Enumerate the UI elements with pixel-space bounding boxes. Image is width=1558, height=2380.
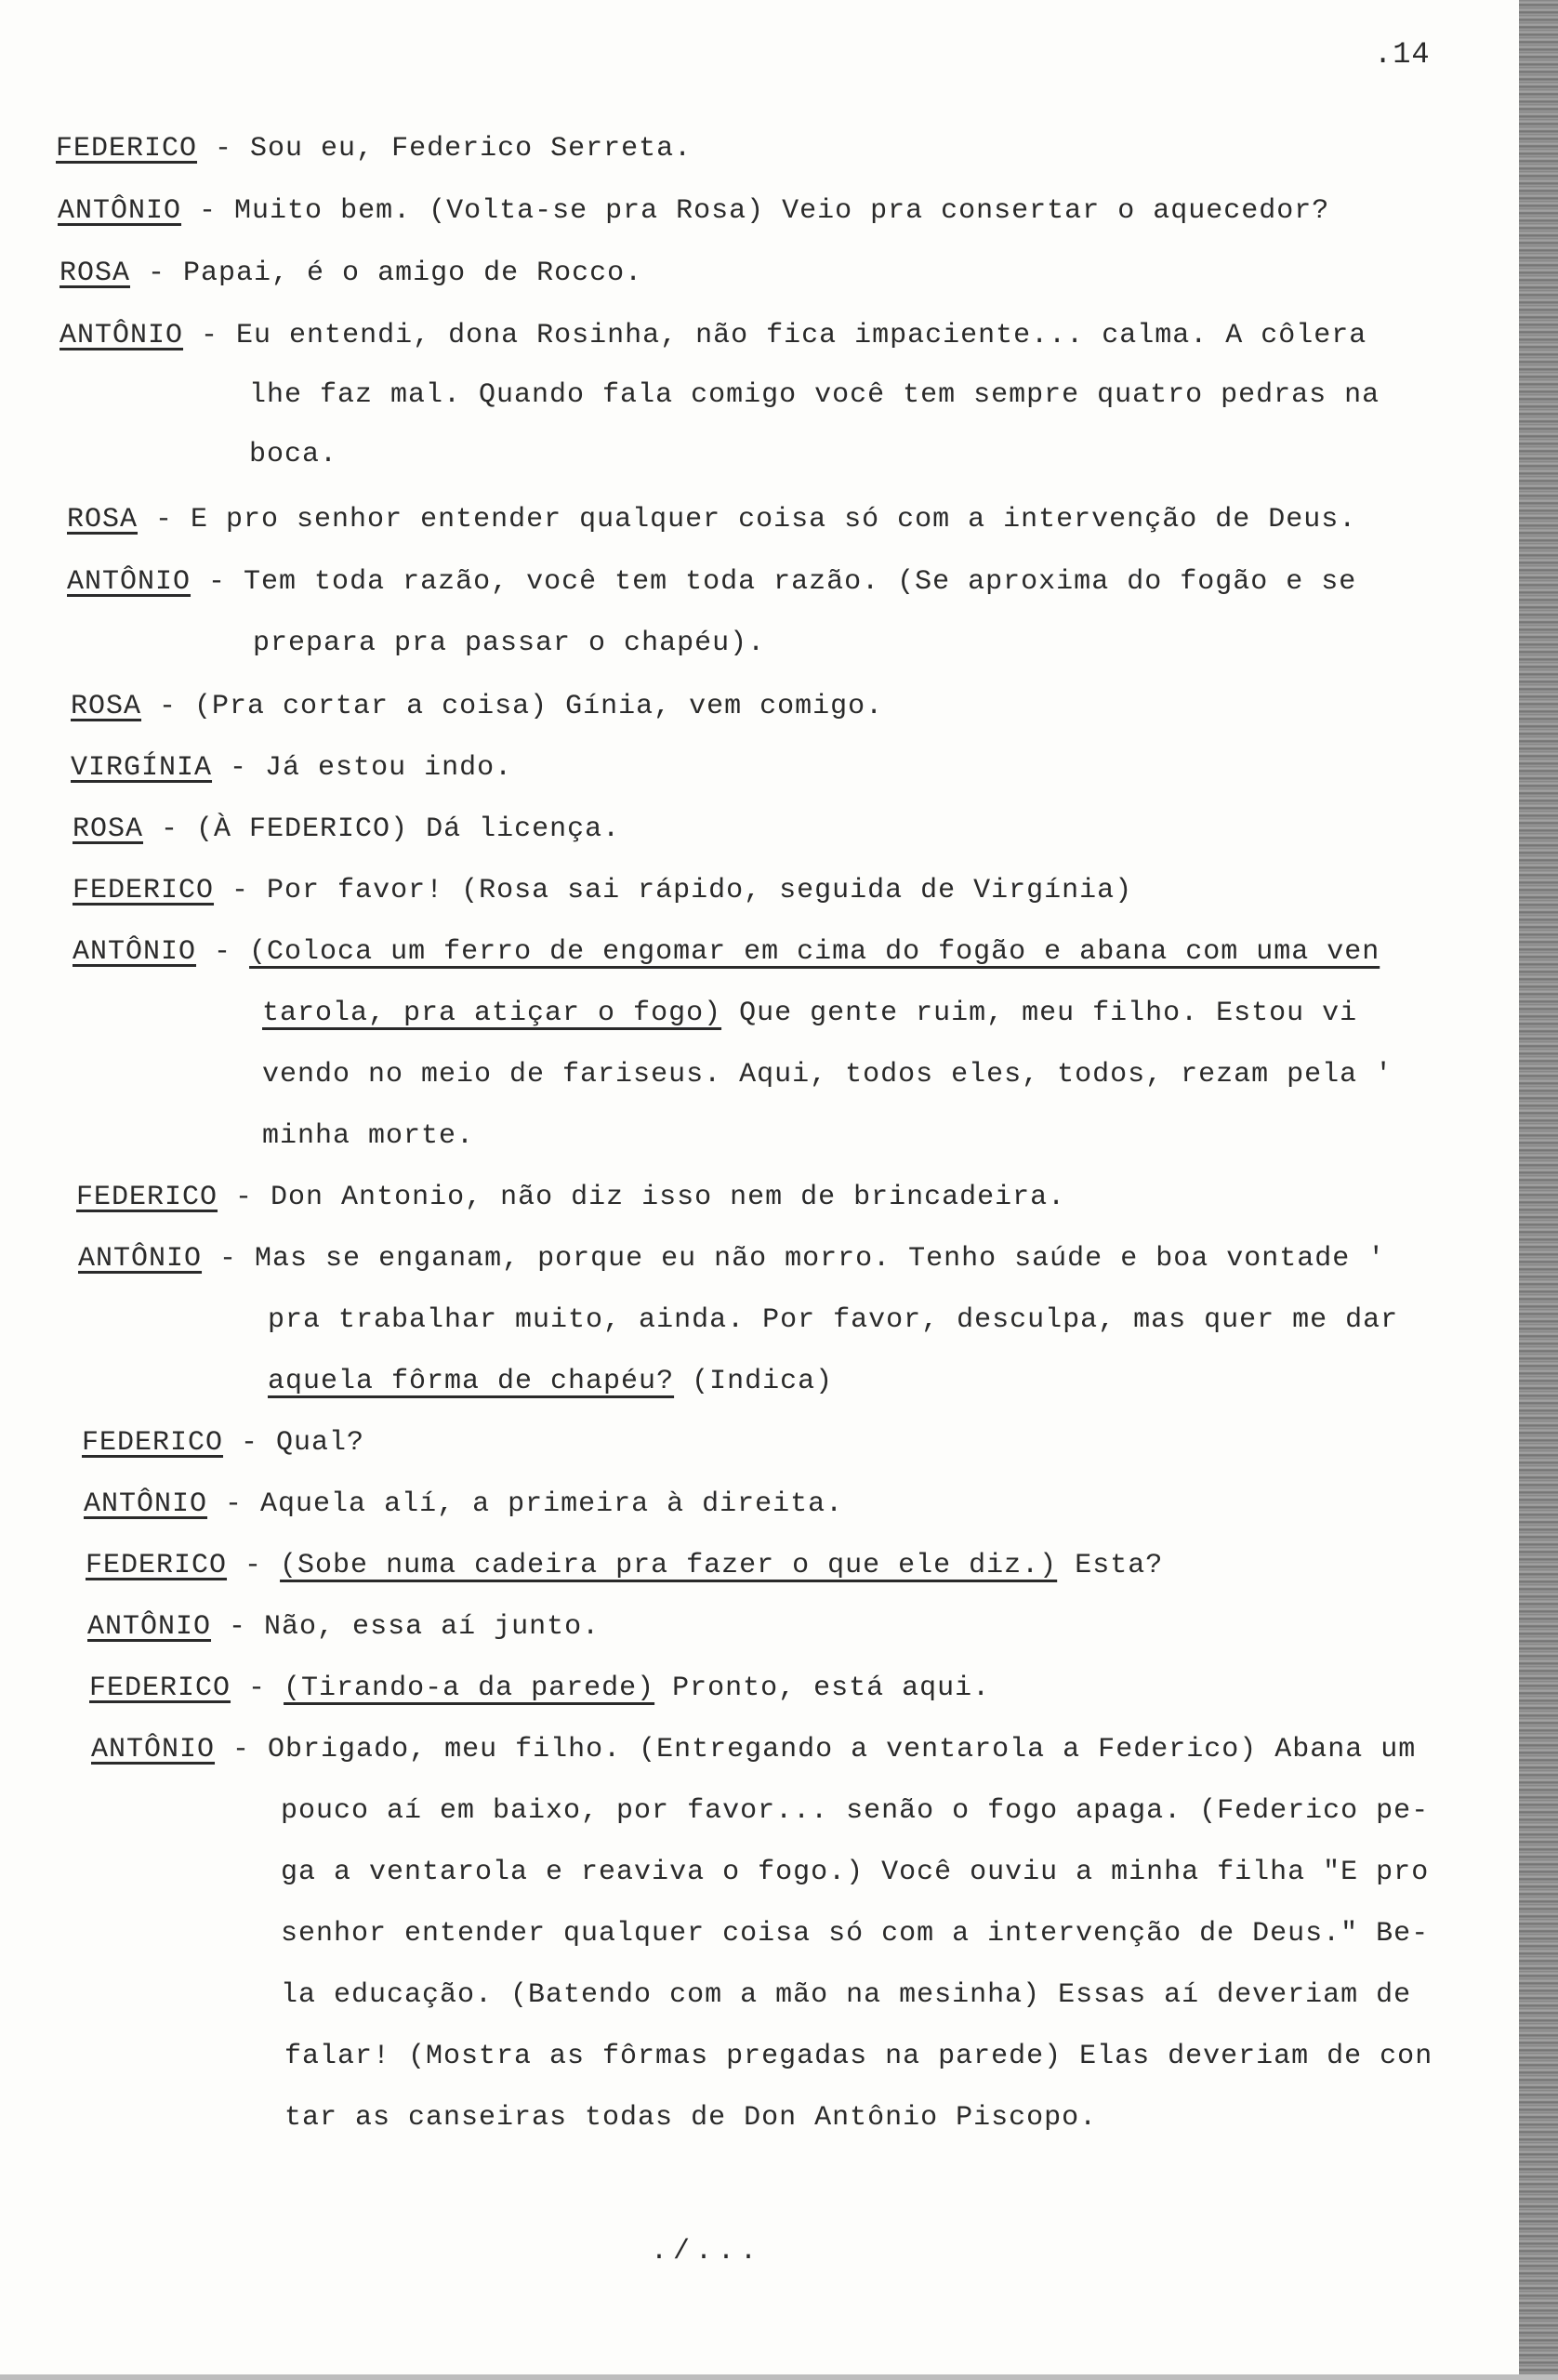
dialogue-line: ANTÔNIO - Mas se enganam, porque eu não morro. Tenho saúde e boa vontade ': [78, 1243, 1386, 1275]
speaker-name: FEDERICO: [86, 1550, 228, 1581]
dialogue-continuation: aquela fôrma de chapéu? (Indica): [268, 1366, 834, 1397]
speaker-name: ROSA: [71, 691, 142, 722]
speaker-name: FEDERICO: [73, 875, 215, 906]
dialogue-line: ROSA - Papai, é o amigo de Rocco.: [59, 258, 643, 289]
dialogue-line: ANTÔNIO - Eu entendi, dona Rosinha, não fica impaciente... calma. A côlera: [59, 320, 1367, 351]
dialogue-text: Don Antonio, não diz isso nem de brincadeira.: [271, 1182, 1066, 1213]
stage-direction: aquela fôrma de chapéu?: [268, 1366, 675, 1397]
dialogue-continuation: minha morte.: [262, 1120, 475, 1152]
dialogue-continuation: lhe faz mal. Quando fala comigo você tem sempre quatro pedras na: [249, 379, 1380, 411]
dialogue-line: ROSA - (Pra cortar a coisa) Gínia, vem comigo.: [71, 691, 884, 722]
dialogue-continuation: falar! (Mostra as fôrmas pregadas na parede) Elas deveriam de con: [284, 2041, 1433, 2072]
speaker-name: FEDERICO: [82, 1427, 224, 1459]
dialogue-continuation: tar as canseiras todas de Don Antônio Piscopo.: [284, 2102, 1098, 2134]
continuation-mark: ./...: [651, 2236, 763, 2268]
dialogue-continuation: la educação. (Batendo com a mão na mesinha) Essas aí deveriam de: [281, 1979, 1412, 2011]
dialogue-line: VIRGÍNIA - Já estou indo.: [71, 752, 513, 784]
speaker-name: ANTÔNIO: [91, 1734, 216, 1765]
scan-bottom-edge: [0, 2374, 1558, 2380]
scan-edge-shadow: [1519, 0, 1558, 2380]
dialogue-line: ANTÔNIO - Muito bem. (Volta-se pra Rosa) Veio pra consertar o aquecedor?: [58, 195, 1330, 227]
dialogue-continuation: senhor entender qualquer coisa só com a intervenção de Deus." Be-: [281, 1918, 1430, 1950]
dialogue-text: Já estou indo.: [265, 752, 513, 784]
dialogue-continuation: ga a ventarola e reaviva o fogo.) Você ouviu a minha filha "E pro: [281, 1857, 1430, 1888]
dialogue-line: FEDERICO - (Tirando-a da parede) Pronto, está aqui.: [89, 1673, 991, 1704]
dialogue-text: E pro senhor entender qualquer coisa só com a intervenção de Deus.: [191, 504, 1357, 536]
speaker-name: FEDERICO: [56, 133, 198, 165]
dialogue-line: ANTÔNIO - Tem toda razão, você tem toda razão. (Se aproxima do fogão e se: [67, 566, 1357, 598]
speaker-name: ANTÔNIO: [78, 1243, 203, 1275]
dialogue-line: ANTÔNIO - (Coloca um ferro de engomar em cima do fogão e abana com uma ven: [73, 936, 1380, 968]
speaker-name: ANTÔNIO: [73, 936, 197, 968]
dialogue-continuation: boca.: [249, 439, 338, 470]
speaker-name: VIRGÍNIA: [71, 752, 213, 784]
dialogue-continuation: prepara pra passar o chapéu).: [253, 628, 766, 659]
speaker-name: ROSA: [67, 504, 139, 536]
dialogue-text: Qual?: [276, 1427, 365, 1459]
speaker-name: ROSA: [59, 258, 131, 289]
speaker-name: ANTÔNIO: [67, 566, 191, 598]
dialogue-line: ROSA - E pro senhor entender qualquer coisa só com a intervenção de Deus.: [67, 504, 1357, 536]
dialogue-text: Papai, é o amigo de Rocco.: [183, 258, 643, 289]
stage-direction: (Sobe numa cadeira pra fazer o que ele diz.): [280, 1550, 1058, 1581]
dialogue-line: FEDERICO - Sou eu, Federico Serreta.: [56, 133, 693, 165]
stage-direction: tarola, pra atiçar o fogo): [262, 998, 722, 1029]
dialogue-text: (À FEDERICO) Dá licença.: [196, 813, 621, 845]
dialogue-line: ANTÔNIO - Obrigado, meu filho. (Entregando a ventarola a Federico) Abana um: [91, 1734, 1417, 1765]
stage-direction: (Coloca um ferro de engomar em cima do fogão e abana com uma ven: [249, 936, 1380, 968]
speaker-name: ANTÔNIO: [87, 1611, 212, 1643]
dialogue-text: Tem toda razão, você tem toda razão. (Se aproxima do fogão e se: [244, 566, 1357, 598]
dialogue-text: Muito bem. (Volta-se pra Rosa) Veio pra consertar o aquecedor?: [234, 195, 1330, 227]
dialogue-text: Não, essa aí junto.: [264, 1611, 601, 1643]
dialogue-text: Por favor! (Rosa sai rápido, seguida de Virgínia): [267, 875, 1133, 906]
dialogue-continuation: tarola, pra atiçar o fogo) Que gente ruim, meu filho. Estou vi: [262, 998, 1358, 1029]
speaker-name: ROSA: [73, 813, 144, 845]
dialogue-line: ANTÔNIO - Não, essa aí junto.: [87, 1611, 601, 1643]
dialogue-line: ROSA - (À FEDERICO) Dá licença.: [73, 813, 621, 845]
dialogue-line: ANTÔNIO - Aquela alí, a primeira à direita.: [84, 1488, 844, 1520]
dialogue-text: Mas se enganam, porque eu não morro. Tenho saúde e boa vontade ': [255, 1243, 1386, 1275]
page-number: .14: [1374, 37, 1431, 72]
speaker-name: FEDERICO: [89, 1673, 231, 1704]
dialogue-text: Aquela alí, a primeira à direita.: [260, 1488, 844, 1520]
dialogue-line: FEDERICO - Por favor! (Rosa sai rápido, seguida de Virgínia): [73, 875, 1133, 906]
speaker-name: ANTÔNIO: [58, 195, 182, 227]
dialogue-text: Eu entendi, dona Rosinha, não fica impaciente... calma. A côlera: [236, 320, 1367, 351]
dialogue-line: FEDERICO - Qual?: [82, 1427, 365, 1459]
speaker-name: ANTÔNIO: [84, 1488, 208, 1520]
dialogue-continuation: vendo no meio de fariseus. Aqui, todos eles, todos, rezam pela ': [262, 1059, 1393, 1091]
stage-direction: (Tirando-a da parede): [284, 1673, 655, 1704]
dialogue-continuation: pra trabalhar muito, ainda. Por favor, desculpa, mas quer me dar: [268, 1304, 1399, 1336]
speaker-name: FEDERICO: [76, 1182, 218, 1213]
dialogue-continuation: pouco aí em baixo, por favor... senão o fogo apaga. (Federico pe-: [281, 1795, 1430, 1827]
dialogue-text: Sou eu, Federico Serreta.: [250, 133, 693, 165]
dialogue-text: Obrigado, meu filho. (Entregando a ventarola a Federico) Abana um: [268, 1734, 1417, 1765]
dialogue-text: (Pra cortar a coisa) Gínia, vem comigo.: [194, 691, 884, 722]
dialogue-line: FEDERICO - (Sobe numa cadeira pra fazer o que ele diz.) Esta?: [86, 1550, 1164, 1581]
speaker-name: ANTÔNIO: [59, 320, 184, 351]
dialogue-line: FEDERICO - Don Antonio, não diz isso nem de brincadeira.: [76, 1182, 1066, 1213]
